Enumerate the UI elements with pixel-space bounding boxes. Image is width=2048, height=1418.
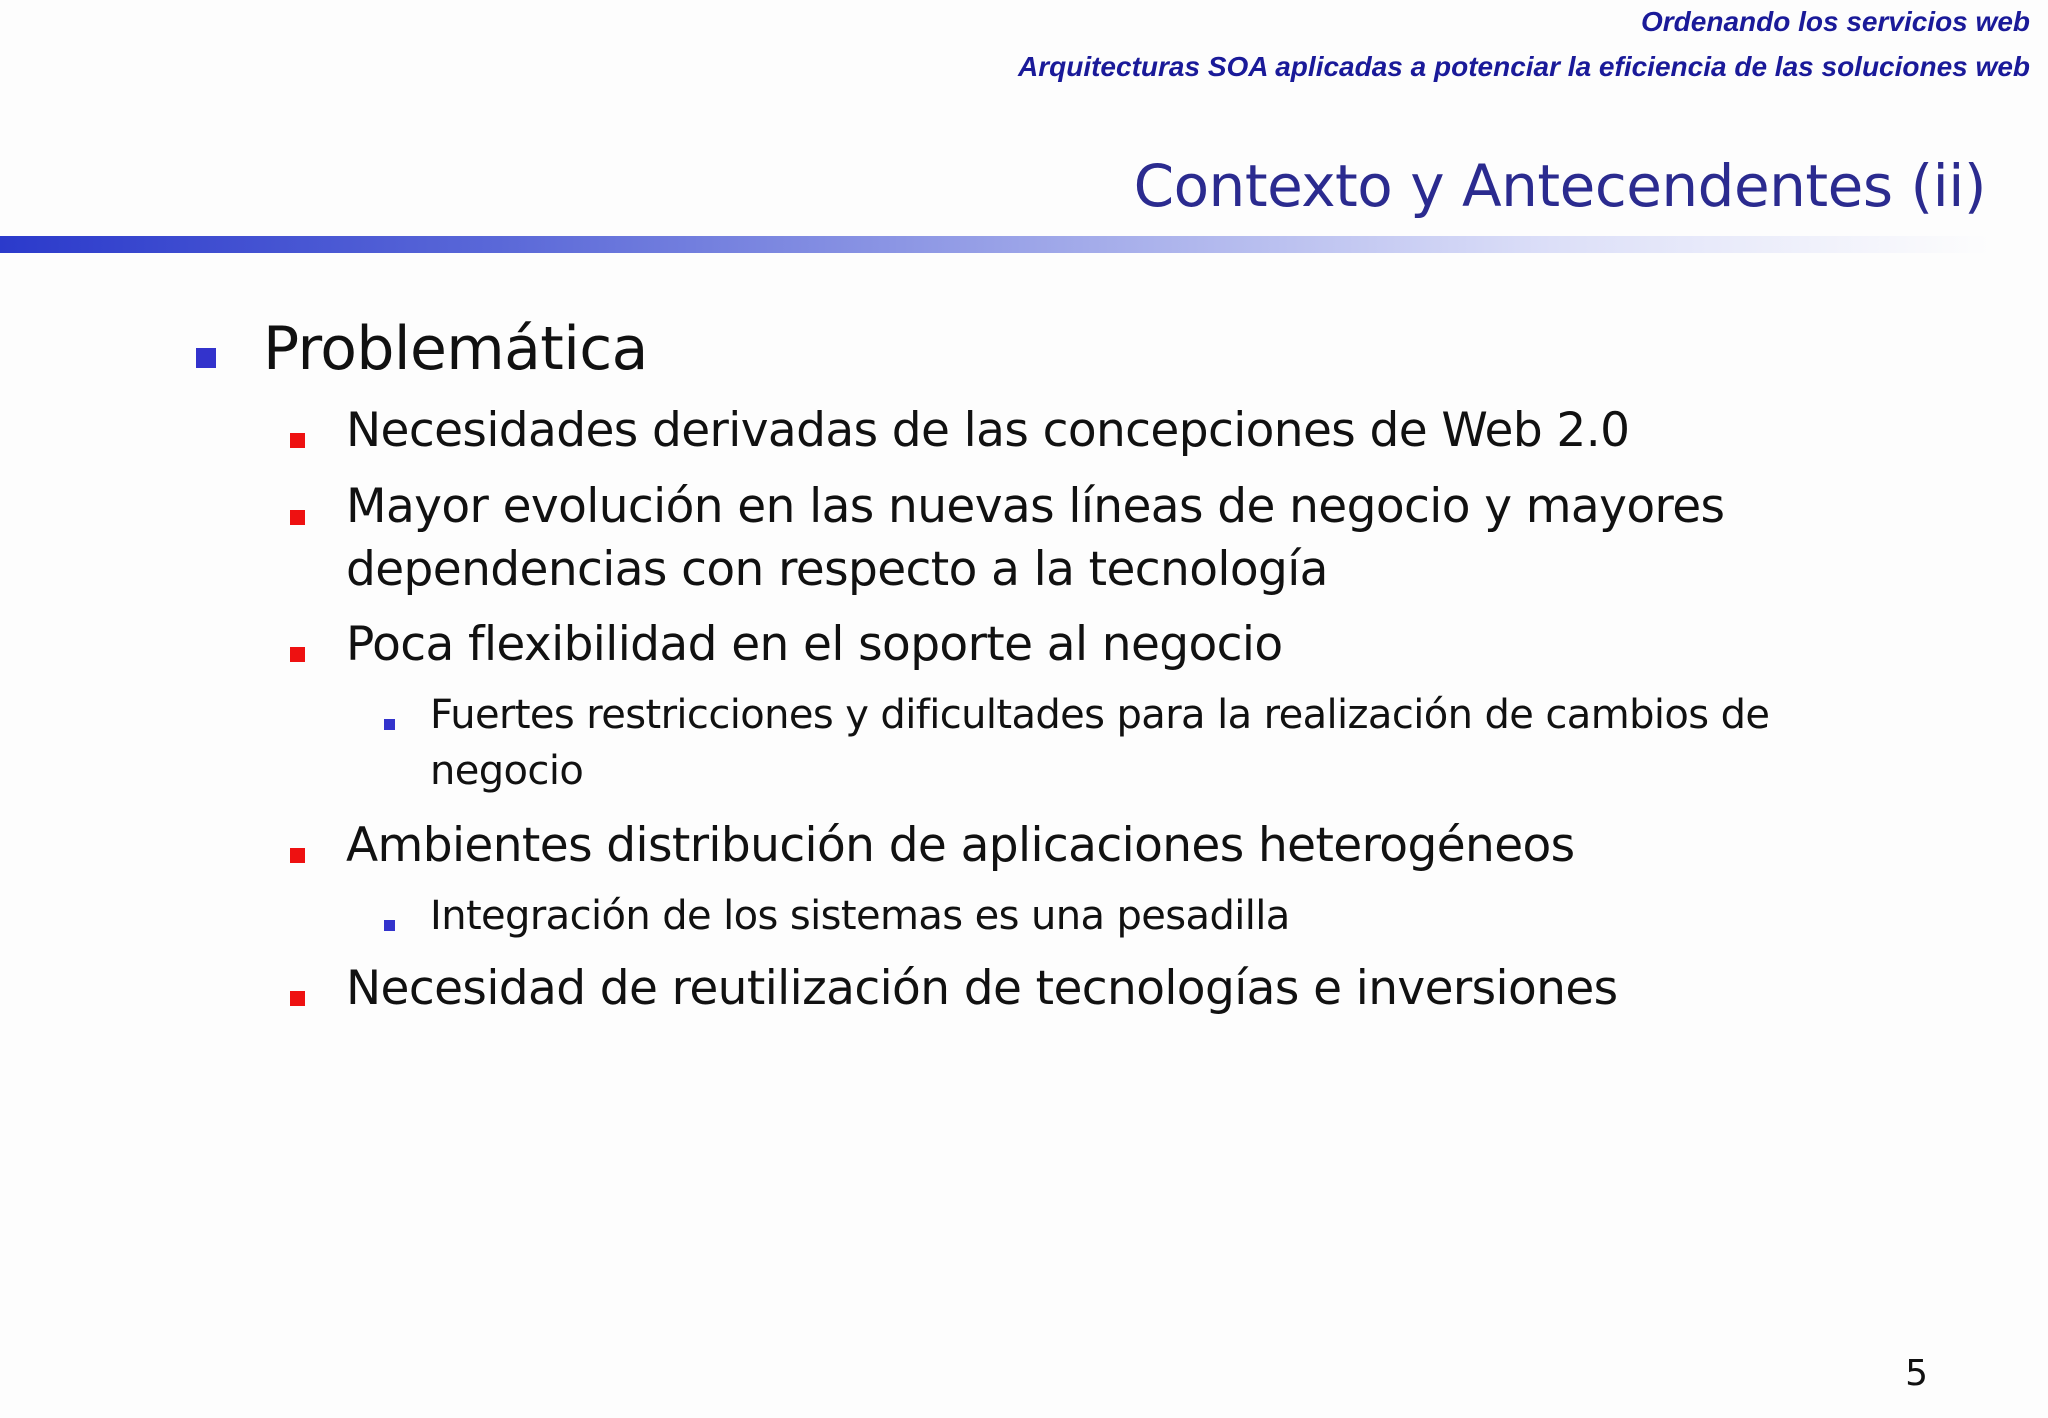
bullet-sub-restricciones-line1: Fuertes restricciones y dificultades para la realización de cambios de xyxy=(430,692,1770,738)
level2-bullet-icon xyxy=(290,433,305,448)
header-course-title: Ordenando los servicios web xyxy=(1640,6,2030,37)
level2-bullet-icon xyxy=(290,647,305,662)
header-subtitle: Arquitecturas SOA aplicadas a potenciar la eficiencia de las soluciones web xyxy=(1018,51,2030,82)
bullet-item-web20: Necesidades derivadas de las concepciones de Web 2.0 xyxy=(346,403,1630,458)
bullet-sub-restricciones-line2: negocio xyxy=(430,748,584,794)
page-number: 5 xyxy=(1905,1353,1928,1394)
bullet-item-flexibilidad: Poca flexibilidad en el soporte al negocio xyxy=(346,617,1283,672)
level2-bullet-icon xyxy=(290,848,305,863)
bullet-item-evolucion-line2: dependencias con respecto a la tecnología xyxy=(346,542,1328,597)
bullet-item-evolucion-line1: Mayor evolución en las nuevas líneas de negocio y mayores xyxy=(346,479,1725,534)
bullet-problematica: Problemática xyxy=(263,314,648,384)
bullet-item-reutilizacion: Necesidad de reutilización de tecnologías e inversiones xyxy=(346,961,1618,1016)
bullet-sub-integracion: Integración de los sistemas es una pesadilla xyxy=(430,893,1290,939)
level2-bullet-icon xyxy=(290,510,305,525)
level1-bullet-icon xyxy=(196,348,216,368)
slide-title: Contexto y Antecendentes (ii) xyxy=(1133,152,1986,220)
level3-bullet-icon xyxy=(384,719,395,730)
level2-bullet-icon xyxy=(290,991,305,1006)
level3-bullet-icon xyxy=(384,920,395,931)
bullet-item-ambientes: Ambientes distribución de aplicaciones heterogéneos xyxy=(346,818,1575,873)
